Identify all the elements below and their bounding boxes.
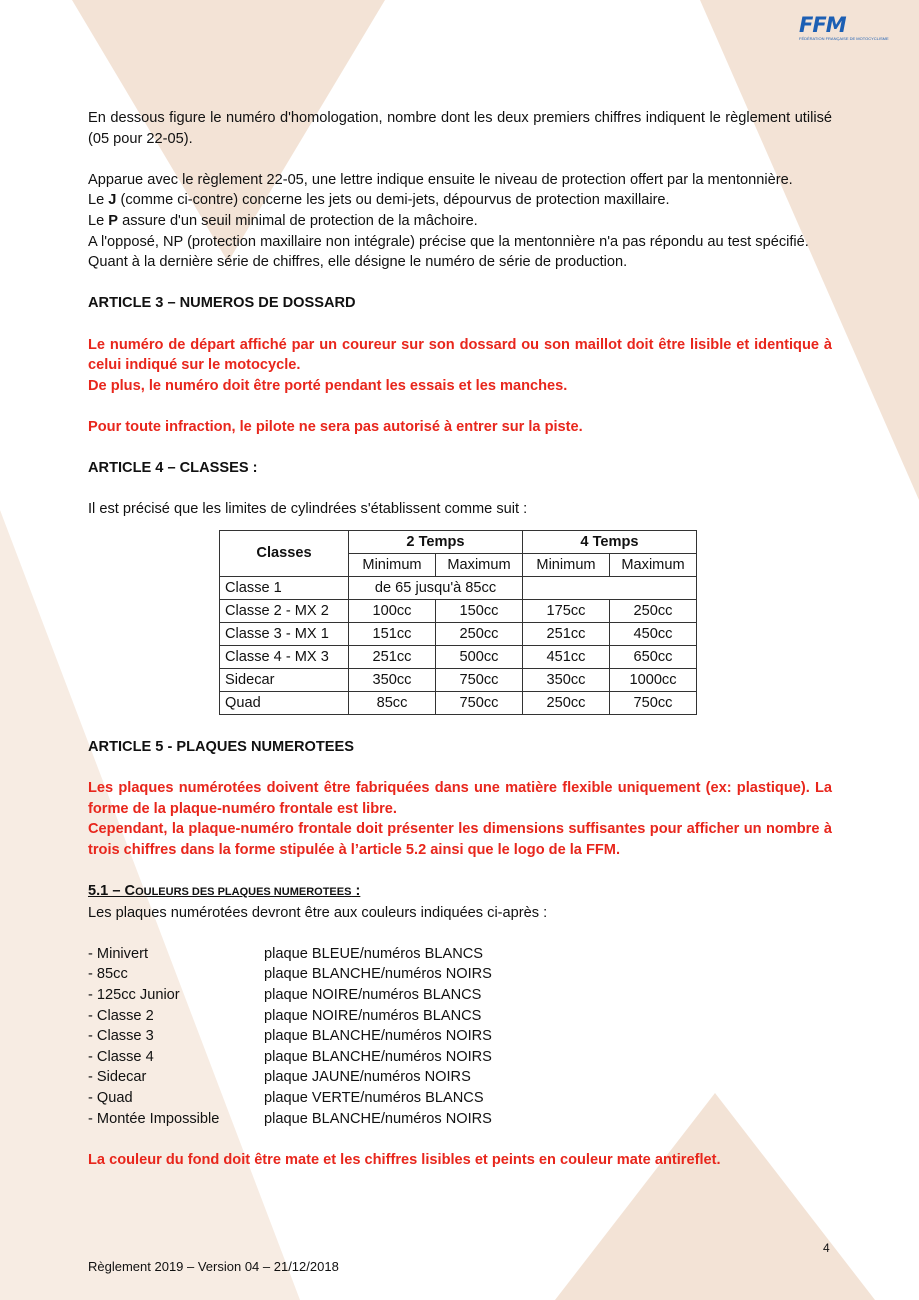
paragraph-np: A l'opposé, NP (protection maxillaire non intégrale) précise que la mentonnière n'a pas répondu au test spécifié. [88,233,809,250]
cell-empty [523,576,697,599]
cell-value: 1000cc [610,668,697,691]
list-item: - Montée Impossible plaque BLANCHE/numéros NOIRS [88,1110,492,1127]
article5-rule-dimensions: Cependant, la plaque-numéro frontale doit présenter les dimensions suffisantes pour afficher un nombre à trois chiffres dans la forme stipulée à l’article 5.2 ainsi que le logo de la FFM. [88,821,832,858]
article5-rule-matte: La couleur du fond doit être mate et les chiffres lisibles et peints en couleur mate antireflet. [88,1151,721,1168]
table-row [220,622,697,645]
article4-title: ARTICLE 4 – CLASSES : [88,460,258,477]
header-min-4t: Minimum [523,553,610,576]
cell-value: 450cc [610,622,697,645]
table-row [220,645,697,668]
cell-value: de 65 jusqu'à 85cc [349,576,523,599]
plate-colors-list [88,944,832,1129]
header-4-temps: 4 Temps [523,530,697,553]
page-number: 4 [823,1241,830,1255]
table-row [220,599,697,622]
article3-rule-dossard: Le numéro de départ affiché par un coureur sur son dossard ou son maillot doit être lisible et identique à celui indiqué sur le motocycle. [88,336,832,374]
article4-intro: Il est précisé que les limites de cylindrées s'établissent comme suit : [88,501,528,518]
footer-version: Règlement 2019 – Version 04 – 21/12/2018 [88,1259,339,1274]
paragraph-protection-letter: Apparue avec le règlement 22-05, une lettre indique ensuite le niveau de protection offert par la mentonnière. [88,171,793,188]
list-item: - Classe 4 plaque BLANCHE/numéros NOIRS [88,1048,492,1065]
classes-table [219,530,697,715]
cell-value: 251cc [523,622,610,645]
cell-class: Classe 1 [220,576,349,599]
cell-value: 750cc [610,691,697,714]
table-header-row [220,530,697,553]
cell-value: 151cc [349,622,436,645]
cell-value: 250cc [523,691,610,714]
section-5-1-intro: Les plaques numérotées devront être aux couleurs indiquées ci-après : [88,904,548,921]
cell-value: 451cc [523,645,610,668]
cell-value: 750cc [436,668,523,691]
cell-value: 85cc [349,691,436,714]
cell-value: 150cc [436,599,523,622]
cell-value: 175cc [523,599,610,622]
cell-value: 750cc [436,691,523,714]
logo-tagline: FÉDÉRATION FRANÇAISE DE MOTOCYCLISME [799,36,889,41]
cell-class: Sidecar [220,668,349,691]
cell-class: Classe 2 - MX 2 [220,599,349,622]
header-2-temps: 2 Temps [349,530,523,553]
article3-rule-infraction: Pour toute infraction, le pilote ne sera pas autorisé à entrer sur la piste. [88,418,583,435]
list-item: - Classe 2 plaque NOIRE/numéros BLANCS [88,1007,482,1024]
header-max-4t: Maximum [610,553,697,576]
header-max-2t: Maximum [436,553,523,576]
cell-value: 350cc [349,668,436,691]
cell-class: Quad [220,691,349,714]
header-classes: Classes [220,530,349,576]
header-min-2t: Minimum [349,553,436,576]
list-item: - Classe 3 plaque BLANCHE/numéros NOIRS [88,1028,492,1045]
section-5-1-title: 5.1 – COULEURS DES PLAQUES NUMEROTEES : [88,883,361,900]
paragraph-p: Le P assure d'un seuil minimal de protection de la mâchoire. [88,212,478,229]
list-item: - Minivert plaque BLEUE/numéros BLANCS [88,945,484,962]
cell-value: 250cc [436,622,523,645]
paragraph-serial: Quant à la dernière série de chiffres, elle désigne le numéro de série de production. [88,254,628,271]
article5-rule-material: Les plaques numérotées doivent être fabriquées dans une matière flexible uniquement (ex: plastique). La forme de la plaque-numéro frontale est libre. [88,780,832,817]
paragraph-jet: Le J (comme ci-contre) concerne les jets ou demi-jets, dépourvus de protection maxillaire. [88,192,670,209]
article5-title: ARTICLE 5 - PLAQUES NUMEROTEES [88,738,354,755]
table-row [220,668,697,691]
table-row [220,576,697,599]
cell-value: 250cc [610,599,697,622]
cell-value: 350cc [523,668,610,691]
paragraph-homologation: En dessous figure le numéro d'homologation, nombre dont les deux premiers chiffres indiquent le règlement utilisé (05 pour 22-05). [88,110,832,147]
cell-value: 650cc [610,645,697,668]
list-item: - Quad plaque VERTE/numéros BLANCS [88,1089,484,1106]
list-item: - 85cc plaque BLANCHE/numéros NOIRS [88,966,492,983]
cell-class: Classe 4 - MX 3 [220,645,349,668]
cell-value: 251cc [349,645,436,668]
logo-text: FFM [799,13,846,37]
cell-value: 500cc [436,645,523,668]
list-item: - 125cc Junior plaque NOIRE/numéros BLANCS [88,987,482,1003]
document-body [88,108,832,1170]
cell-class: Classe 3 - MX 1 [220,622,349,645]
article3-title: ARTICLE 3 – NUMEROS DE DOSSARD [88,295,356,312]
ffm-logo [799,13,889,44]
cell-value: 100cc [349,599,436,622]
table-row [220,691,697,714]
list-item: - Sidecar plaque JAUNE/numéros NOIRS [88,1069,471,1086]
article3-rule-porte: De plus, le numéro doit être porté pendant les essais et les manches. [88,377,568,394]
